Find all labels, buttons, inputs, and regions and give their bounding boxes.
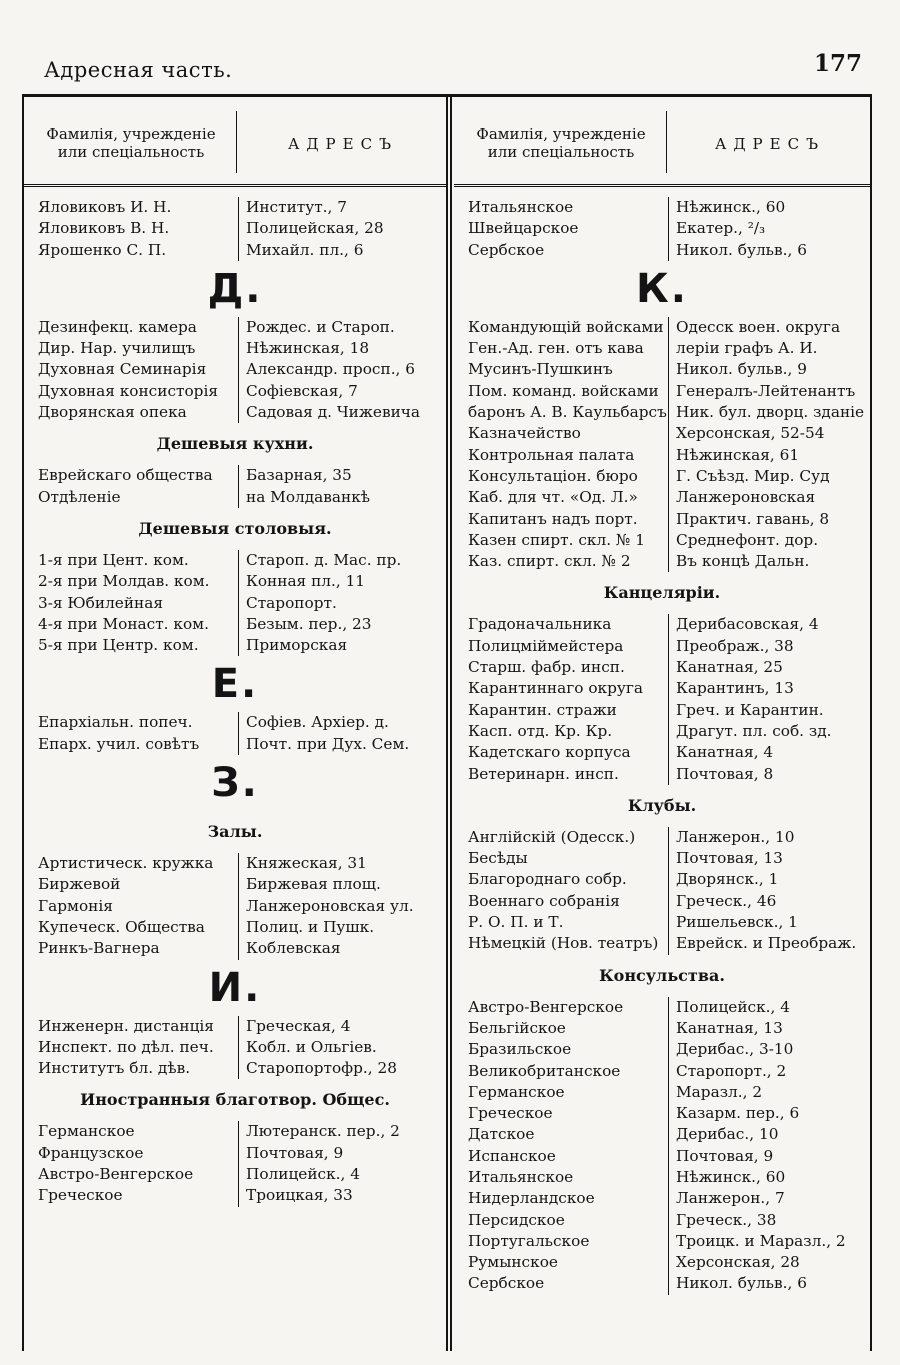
letter-heading: И.	[208, 964, 262, 1011]
entry-name: Ринкъ-Вагнера	[38, 939, 160, 958]
address-column	[238, 1016, 446, 1080]
entry-address: Никол. бульв., 9	[676, 360, 807, 379]
entry-name: Биржевой	[38, 875, 121, 894]
entry-name: Карантин. стражи	[468, 700, 617, 719]
entry-group	[24, 550, 446, 656]
section-heading: Дешевыя столовыя.	[138, 518, 332, 538]
letter-heading: Е.	[211, 661, 259, 708]
names-column	[24, 465, 238, 508]
entry-group	[24, 712, 446, 755]
entry-address: Институт., 7	[246, 198, 348, 216]
entry-name: Каз. спирт. скл. № 2	[468, 552, 631, 571]
entry-group	[454, 197, 870, 261]
entry-address: Михайл. пл., 6	[246, 240, 364, 259]
entry-address: Почт. при Дух. Сем.	[246, 734, 410, 753]
entry-address: Ланжерон., 7	[676, 1189, 785, 1208]
address-column	[668, 317, 870, 573]
entry-address: Г. Съѣзд. Мир. Суд	[676, 466, 830, 485]
entry-name: Французское	[38, 1143, 144, 1162]
header-name-line2: или спеціальность	[487, 143, 635, 161]
column-header	[24, 99, 446, 187]
section-heading: Дешевыя кухни.	[156, 434, 314, 454]
address-column	[238, 1121, 446, 1206]
entry-address: Никол. бульв., 6	[676, 1274, 807, 1293]
entry-name: Духовная консисторія	[38, 381, 219, 400]
entry-address: Александр. просп., 6	[246, 360, 416, 379]
entry-address: Нѣжинск., 60	[676, 1167, 786, 1186]
entry-name: Итальянское	[468, 198, 574, 216]
header-address: АДРЕСЪ	[288, 135, 398, 153]
entry-name: 1-я при Цент. ком.	[38, 550, 189, 569]
entry-address: Приморская	[246, 636, 348, 655]
entry-address: на Молдаванкѣ	[246, 487, 371, 506]
entry-name: Артистическ. кружка	[38, 854, 214, 873]
entry-address: Греческая, 4	[246, 1016, 351, 1035]
entry-address: Екатер., ²/₃	[676, 219, 766, 238]
entry-address: Старопорт.	[246, 593, 337, 612]
entry-name: Институтъ бл. дѣв.	[38, 1059, 191, 1078]
entry-name: Нѣмецкій (Нов. театръ)	[468, 934, 659, 953]
entry-name: Р. О. П. и Т.	[468, 913, 564, 932]
entry-name: Касп. отд. Кр. Кр.	[468, 721, 613, 740]
entry-address: Казарм. пер., 6	[676, 1104, 800, 1123]
entry-address: Маразл., 2	[676, 1082, 763, 1101]
names-column	[454, 827, 668, 955]
entry-address: Драгут. пл. соб. зд.	[676, 721, 832, 740]
entry-name: Ген.-Ад. ген. отъ кава	[468, 339, 644, 358]
entry-name: 3-я Юбилейная	[38, 593, 164, 612]
entry-address: Коблевская	[246, 939, 341, 958]
entry-name: Германское	[468, 1082, 565, 1101]
entry-address: Генералъ-Лейтенантъ	[676, 381, 856, 400]
entry-address: Карантинъ, 13	[676, 679, 794, 698]
entry-name: Еврейскаго общества	[38, 466, 213, 485]
entry-name: Персидское	[468, 1210, 565, 1229]
address-column	[238, 197, 446, 261]
entry-address: Въ концѣ Дальн.	[676, 552, 810, 571]
section-heading: Канцеляріи.	[603, 583, 721, 603]
entry-address: Нѣжинск., 60	[676, 198, 786, 216]
entry-name: Контрольная палата	[468, 445, 635, 464]
entry-address: Греческ., 46	[676, 891, 777, 910]
entry-name: Гармонія	[38, 896, 113, 915]
entry-address: Полицейск., 4	[246, 1165, 360, 1184]
entry-address: Среднефонт. дор.	[676, 530, 819, 549]
entry-address: Рождес. и Староп.	[246, 317, 395, 336]
column-header	[454, 99, 870, 187]
entry-name: Инженерн. дистанція	[38, 1016, 214, 1035]
entry-address: Ланжерон., 10	[676, 827, 795, 846]
page-frame	[22, 94, 872, 1351]
entry-address: Греч. и Карантин.	[676, 700, 824, 719]
entry-name: Казначейство	[468, 424, 581, 443]
entry-address: Почтовая, 9	[246, 1143, 344, 1162]
entry-address: Ник. бул. дворц. зданіе	[676, 403, 865, 422]
address-column	[238, 712, 446, 755]
page-number: 177	[813, 50, 862, 77]
entry-address: Еврейск. и Преображ.	[676, 934, 857, 953]
section-heading: Консульства.	[599, 965, 725, 985]
entry-name: Командующій войсками	[468, 317, 664, 336]
entry-name: Румынское	[468, 1253, 558, 1272]
names-column	[24, 853, 238, 959]
entry-address: Канатная, 4	[676, 743, 774, 762]
entry-name: Англійскій (Одесск.)	[468, 827, 636, 846]
entry-name: Греческое	[468, 1104, 553, 1123]
entry-group	[24, 1121, 446, 1206]
entry-name: 4-я при Монаст. ком.	[38, 614, 209, 633]
names-column	[24, 712, 238, 755]
entry-name: Австро-Венгерское	[468, 997, 624, 1016]
entry-address: Дерибас., 10	[676, 1125, 779, 1144]
entry-address: Дерибасовская, 4	[676, 615, 819, 634]
entry-address: Биржевая площ.	[246, 875, 381, 894]
entry-address: леріи графъ А. И.	[676, 339, 818, 358]
column-divider	[446, 97, 452, 1351]
section-heading: Залы.	[207, 822, 263, 842]
entry-name: Германское	[38, 1122, 135, 1141]
right-body	[454, 187, 870, 1295]
entry-address: Дерибас., 3-10	[676, 1040, 794, 1059]
entry-name: Градоначальника	[468, 615, 612, 634]
entry-name: Греческое	[38, 1186, 123, 1205]
left-body	[24, 187, 446, 1207]
entry-name: Военнаго собранія	[468, 891, 620, 910]
entry-name: Консультаціон. бюро	[468, 466, 638, 485]
entry-name: Ветеринарн. инсп.	[468, 764, 619, 783]
entry-address: Нѣжинская, 18	[246, 339, 370, 358]
entry-address: Почтовая, 13	[676, 849, 783, 868]
entry-name: Кадетскаго корпуса	[468, 743, 631, 762]
entry-address: Софіев. Архіер. д.	[246, 713, 389, 732]
entry-name: Отдѣленіе	[38, 487, 121, 506]
entry-group	[24, 1016, 446, 1080]
entry-name: Епарх. учил. совѣтъ	[38, 734, 200, 753]
address-column	[668, 614, 870, 784]
names-column	[24, 317, 238, 423]
entry-address: Троицкая, 33	[246, 1186, 353, 1205]
entry-address: Канатная, 25	[676, 658, 783, 677]
entry-address: Херсонская, 28	[676, 1253, 800, 1272]
address-column	[238, 465, 446, 508]
entry-address: Полицейск., 4	[676, 997, 790, 1016]
names-column	[24, 550, 238, 656]
entry-address: Староп. д. Мас. пр.	[246, 550, 402, 569]
entry-address: Ланжероновская ул.	[246, 896, 414, 915]
entry-name: Яловиковъ И. Н.	[38, 198, 172, 216]
header-name-line1: Фамилія, учрежденіе	[476, 125, 646, 143]
entry-address: Почтовая, 9	[676, 1146, 774, 1165]
address-column	[668, 997, 870, 1295]
entry-name: Дворянская опека	[38, 403, 187, 422]
running-title: Адресная часть.	[44, 58, 233, 82]
right-column	[454, 99, 870, 1349]
address-column	[238, 853, 446, 959]
entry-name: Духовная Семинарія	[38, 360, 207, 379]
entry-name: 5-я при Центр. ком.	[38, 636, 199, 655]
entry-group	[24, 465, 446, 508]
entry-address: Старопорт., 2	[676, 1061, 787, 1080]
entry-address: Ришельевск., 1	[676, 913, 798, 932]
entry-name: Мусинъ-Пушкинъ	[468, 360, 613, 379]
letter-heading: К.	[636, 265, 688, 312]
entry-name: Полицміймейстера	[468, 636, 624, 655]
entry-name: Каб. для чт. «Од. Л.»	[468, 488, 638, 507]
entry-name: баронъ А. В. Каульбарсъ	[468, 403, 667, 422]
entry-name: Капитанъ надъ порт.	[468, 509, 638, 528]
entry-name: Инспект. по дѣл. печ.	[38, 1037, 214, 1056]
entry-name: Сербское	[468, 1274, 545, 1293]
entry-address: Канатная, 13	[676, 1018, 783, 1037]
header-name-line2: или спеціальность	[57, 143, 205, 161]
entry-address: Практич. гавань, 8	[676, 509, 830, 528]
entry-address: Базарная, 35	[246, 466, 352, 485]
entry-address: Конная пл., 11	[246, 572, 366, 591]
entry-name: Сербское	[468, 240, 545, 259]
entry-name: Швейцарское	[468, 219, 579, 238]
entry-address: Троицк. и Маразл., 2	[676, 1231, 846, 1250]
entry-name: Старш. фабр. инсп.	[468, 658, 625, 677]
header-name-line1: Фамилія, учрежденіе	[46, 125, 216, 143]
section-heading: Иностранныя благотвор. Общес.	[80, 1090, 390, 1110]
letter-heading: З.	[211, 760, 259, 807]
entry-name: Дезинфекц. камера	[38, 317, 197, 336]
entry-address: Ланжероновская	[676, 488, 816, 507]
entry-address: Полицейская, 28	[246, 219, 384, 238]
entry-name: Карантиннаго округа	[468, 679, 644, 698]
letter-heading: Д.	[207, 265, 263, 312]
entry-group	[454, 997, 870, 1295]
entry-address: Софіевская, 7	[246, 381, 358, 400]
names-column	[454, 317, 668, 573]
entry-group	[24, 317, 446, 423]
header-address: АДРЕСЪ	[715, 135, 825, 153]
entry-group	[454, 827, 870, 955]
entry-name: Нидерландское	[468, 1189, 595, 1208]
entry-group	[24, 853, 446, 959]
entry-name: Ярошенко С. П.	[38, 240, 167, 259]
entry-address: Старопортофр., 28	[246, 1059, 397, 1078]
section-heading: Клубы.	[627, 795, 697, 815]
entry-address: Кобл. и Ольгіев.	[246, 1037, 377, 1056]
entry-name: 2-я при Молдав. ком.	[38, 572, 210, 591]
entry-address: Безым. пер., 23	[246, 614, 372, 633]
entry-name: Португальское	[468, 1231, 590, 1250]
entry-name: Епархіальн. попеч.	[38, 713, 193, 732]
left-column	[24, 99, 446, 1349]
entry-group	[454, 317, 870, 573]
entry-name: Купеческ. Общества	[38, 917, 205, 936]
entry-address: Греческ., 38	[676, 1210, 777, 1229]
entry-address: Полиц. и Пушк.	[246, 917, 375, 936]
entry-address: Почтовая, 8	[676, 764, 774, 783]
entry-name: Итальянское	[468, 1167, 574, 1186]
entry-name: Датское	[468, 1125, 535, 1144]
entry-address: Дворянск., 1	[676, 870, 779, 889]
entry-address: Княжеская, 31	[246, 854, 367, 873]
entry-address: Садовая д. Чижевича	[246, 403, 421, 422]
entry-name: Австро-Венгерское	[38, 1165, 194, 1184]
entry-address: Одесск воен. округа	[676, 317, 841, 336]
entry-address: Преображ., 38	[676, 636, 794, 655]
entry-group	[24, 197, 446, 261]
entry-name: Бразильское	[468, 1040, 572, 1059]
entry-name: Казен спирт. скл. № 1	[468, 530, 645, 549]
names-column	[24, 1016, 238, 1080]
address-column	[238, 317, 446, 423]
address-column	[668, 197, 870, 261]
entry-group	[454, 614, 870, 784]
names-column	[454, 997, 668, 1295]
entry-name: Испанское	[468, 1146, 556, 1165]
entry-name: Благороднаго собр.	[468, 870, 627, 889]
entry-name: Бесѣды	[468, 849, 528, 868]
entry-name: Пом. команд. войсками	[468, 381, 659, 400]
names-column	[24, 197, 238, 261]
names-column	[24, 1121, 238, 1206]
entry-address: Нѣжинская, 61	[676, 445, 800, 464]
names-column	[454, 197, 668, 261]
entry-name: Яловиковъ В. Н.	[38, 219, 170, 238]
names-column	[454, 614, 668, 784]
address-column	[668, 827, 870, 955]
entry-address: Херсонская, 52-54	[676, 424, 825, 443]
entry-address: Никол. бульв., 6	[676, 240, 807, 259]
entry-address: Лютеранск. пер., 2	[246, 1122, 400, 1141]
entry-name: Бельгійское	[468, 1018, 566, 1037]
entry-name: Великобританское	[468, 1061, 621, 1080]
address-column	[238, 550, 446, 656]
entry-name: Дир. Нар. училищъ	[38, 339, 196, 358]
